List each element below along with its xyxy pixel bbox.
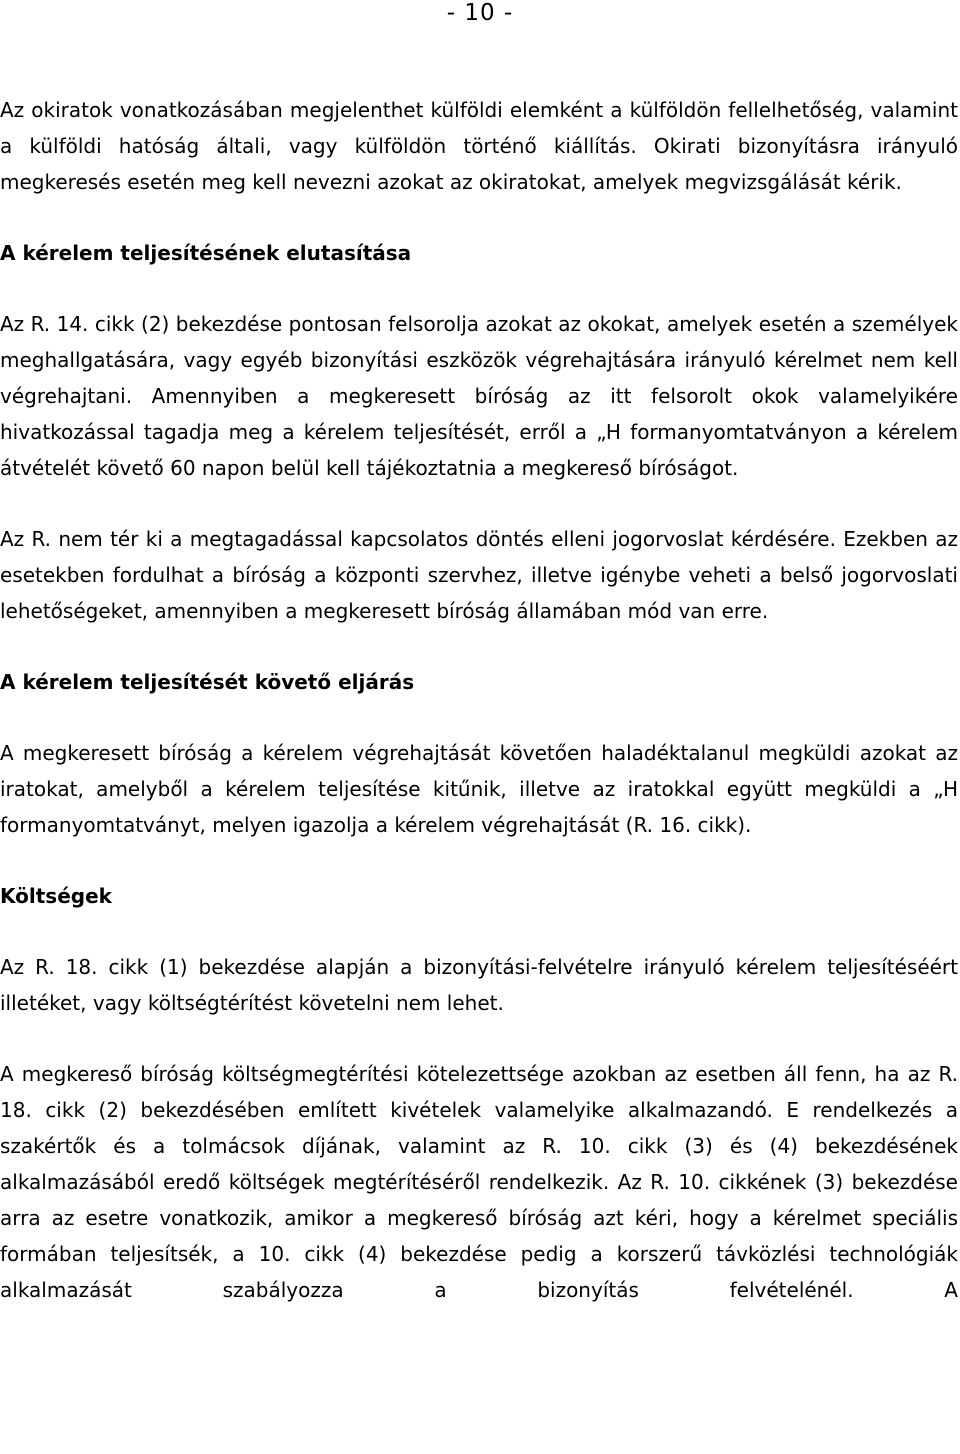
paragraph-documents: Az okiratok vonatkozásában megjelenthet külföldi elemként a külföldön fellelhetőség, valamint a külföldi hatóság általi, vagy külföldön történő kiállítás. Okirati bizonyításra irányuló megkeresés esetén meg kell nevezni azokat az okiratokat, amelyek megvizsgálását kérik.	[0, 98, 958, 194]
paragraph-refusal-grounds: Az R. 14. cikk (2) bekezdése pontosan felsorolja azokat az okokat, amelyek esetén a személyek meghallgatására, vagy egyéb bizonyítási eszközök végrehajtására irányuló kérelmet nem kell végrehajtani. Amennyiben a megkeresett bíróság az itt felsorolt okok valamelyikére hivatkozással tagadja meg a kérelem teljesítését, erről a „H formanyomtatványon a kérelem átvételét követő 60 napon belül kell tájékoztatnia a megkereső bíróságot.	[0, 312, 958, 480]
paragraph-cost-reimbursement: A megkereső bíróság költségmegtérítési kötelezettsége azokban az esetben áll fenn, ha az R. 18. cikk (2) bekezdésében említett kivételek valamelyike alkalmazandó. E rendelkezés a szakértők és a tolmácsok díjának, valamint az R. 10. cikk (3) és (4) bekezdésének alkalmazásából eredő költségek megtérítéséről rendelkezik. Az R. 10. cikkének (3) bekezdése arra az esetre vonatkozik, amikor a megkereső bíróság azt kéri, hogy a kérelmet speciális formában teljesítsék, a 10. cikk (4) bekezdése pedig a korszerű távközlési technológiák alkalmazását szabályozza a bizonyítás felvételénél. A	[0, 1062, 958, 1302]
heading-refusal: A kérelem teljesítésének elutasítása	[0, 241, 412, 265]
heading-after-execution: A kérelem teljesítését követő eljárás	[0, 670, 415, 694]
document-body	[0, 92, 958, 1308]
paragraph-fees: Az R. 18. cikk (1) bekezdése alapján a bizonyítási-felvételre irányuló kérelem teljesítéséért illetéket, vagy költségtérítést követelni nem lehet.	[0, 955, 958, 1015]
page-number: - 10 -	[446, 0, 514, 26]
paragraph-legal-remedy: Az R. nem tér ki a megtagadással kapcsolatos döntés elleni jogorvoslat kérdésére. Ezekben az esetekben fordulhat a bíróság a központi szervhez, illetve igénybe veheti a belső jogorvoslati lehetőségeket, amennyiben a megkeresett bíróság államában mód van erre.	[0, 527, 958, 623]
heading-costs: Költségek	[0, 884, 112, 908]
paragraph-after-execution: A megkeresett bíróság a kérelem végrehajtását követően haladéktalanul megküldi azokat az iratokat, amelyből a kérelem teljesítése kitűnik, illetve az iratokkal együtt megküldi a „H formanyomtatványt, melyen igazolja a kérelem végrehajtását (R. 16. cikk).	[0, 741, 958, 837]
